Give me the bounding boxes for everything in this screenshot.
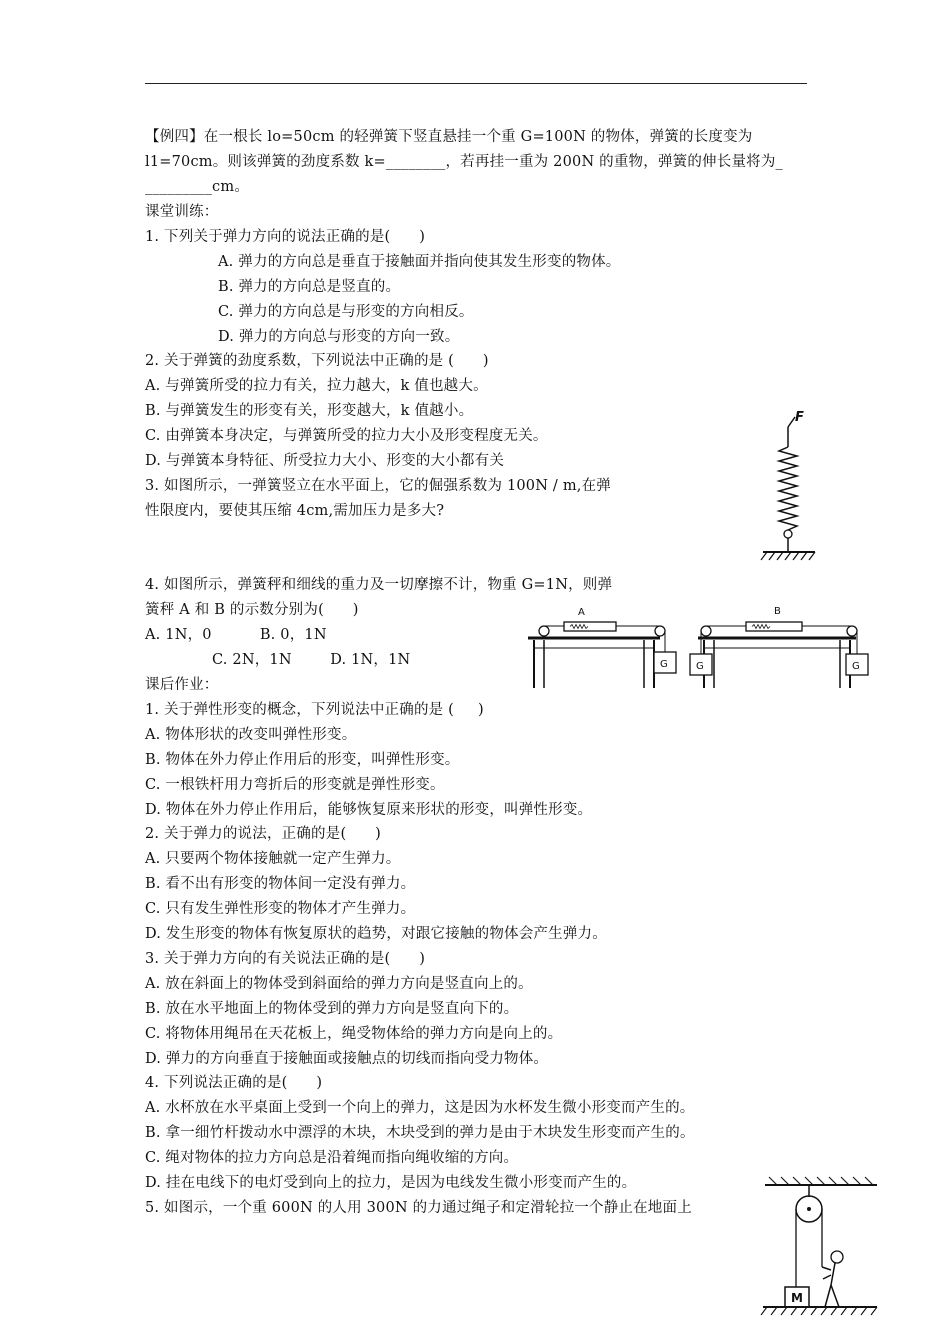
classroom-q1-option-a: A. 弹力的方向总是垂直于接触面并指向使其发生形变的物体。 (218, 254, 621, 270)
classroom-q1-option-c: C. 弹力的方向总是与形变的方向相反。 (218, 304, 474, 320)
weight-label-b-left: G (696, 661, 704, 672)
pulley-figure (755, 1175, 885, 1325)
classroom-q1-option-d: D. 弹力的方向总与形变的方向一致。 (218, 329, 460, 345)
homework-q4: 4. 下列说法正确的是( ) (145, 1075, 323, 1091)
classroom-q2-option-d: D. 与弹簧本身特征、所受拉力大小、形变的大小都有关 (145, 453, 505, 469)
homework-q4-option-a: A. 水杯放在水平桌面上受到一个向上的弹力，这是因为水杯发生微小形变而产生的。 (145, 1100, 695, 1116)
classroom-q4-line1: 4. 如图所示，弹簧秤和细线的重力及一切摩擦不计，物重 G=1N，则弹 (145, 577, 613, 593)
homework-q2-option-c: C. 只有发生弹性形变的物体才产生弹力。 (145, 901, 416, 917)
homework-q4-option-b: B. 拿一细竹杆拨动水中漂浮的木块，木块受到的弹力是由于木块发生形变而产生的。 (145, 1125, 695, 1141)
scale-b-label: B (774, 606, 781, 617)
homework-q3-option-b: B. 放在水平地面上的物体受到的弹力方向是竖直向下的。 (145, 1001, 519, 1017)
classroom-q1-option-b: B. 弹力的方向总是竖直的。 (218, 279, 401, 295)
scale-a-label: A (578, 607, 585, 618)
homework-q4-option-c: C. 绳对物体的拉力方向总是沿着绳而指向绳收缩的方向。 (145, 1150, 519, 1166)
spring-figure (755, 405, 825, 577)
homework-q2-option-d: D. 发生形变的物体有恢复原状的趋势，对跟它接触的物体会产生弹力。 (145, 926, 607, 942)
homework-q1-option-c: C. 一根铁杆用力弯折后的形变就是弹性形变。 (145, 777, 445, 793)
classroom-q3-line2: 性限度内，要使其压缩 4cm,需加压力是多大? (145, 503, 445, 519)
example4-line3: _________cm。 (145, 179, 250, 195)
homework-q3-option-d: D. 弹力的方向垂直于接触面或接触点的切线而指向受力物体。 (145, 1051, 549, 1067)
spring-force-label: F (795, 410, 804, 425)
homework-q4-option-d: D. 挂在电线下的电灯受到向上的拉力，是因为电线发生微小形变而产生的。 (145, 1175, 637, 1191)
homework-q5: 5. 如图示，一个重 600N 的人用 300N 的力通过绳子和定滑轮拉一个静止在地面上 (145, 1200, 692, 1216)
homework-q2-option-a: A. 只要两个物体接触就一定产生弹力。 (145, 851, 401, 867)
homework-q1: 1. 关于弹性形变的概念，下列说法中正确的是 ( ) (145, 702, 484, 718)
example4-line2: l1=70cm。则该弹簧的劲度系数 k=________，若再挂一重为 200N 的重物，弹簧的伸长量将为_ (145, 154, 784, 170)
homework-q3: 3. 关于弹力方向的有关说法正确的是( ) (145, 951, 426, 967)
weight-label-a: G (660, 659, 668, 670)
spring-balance-figure (520, 600, 872, 692)
homework-q1-option-d: D. 物体在外力停止作用后，能够恢复原来形状的形变，叫弹性形变。 (145, 802, 593, 818)
header-rule (145, 83, 807, 84)
classroom-q3-line1: 3. 如图所示，一弹簧竖立在水平面上，它的倔强系数为 100N / m,在弹 (145, 478, 611, 494)
classroom-q2: 2. 关于弹簧的劲度系数，下列说法中正确的是 ( ) (145, 353, 489, 369)
homework-q2-option-b: B. 看不出有形变的物体间一定没有弹力。 (145, 876, 416, 892)
homework-q3-option-a: A. 放在斜面上的物体受到斜面给的弹力方向是竖直向上的。 (145, 976, 533, 992)
classroom-q4-options-row1: A. 1N，0 B. 0，1N (145, 627, 327, 643)
classroom-q1: 1. 下列关于弹力方向的说法正确的是( ) (145, 229, 426, 245)
classroom-q4-line2: 簧秤 A 和 B 的示数分别为( ) (145, 602, 359, 618)
example4-line1: 【例四】在一根长 lo=50cm 的轻弹簧下竖直悬挂一个重 G=100N 的物体，弹簧的长度变为 (145, 129, 753, 145)
mass-label: M (791, 1291, 803, 1305)
classroom-heading: 课堂训练： (145, 204, 219, 220)
classroom-q2-option-a: A. 与弹簧所受的拉力有关，拉力越大，k 值也越大。 (145, 378, 488, 394)
homework-q2: 2. 关于弹力的说法，正确的是( ) (145, 826, 382, 842)
homework-heading: 课后作业： (145, 677, 219, 693)
homework-q1-option-b: B. 物体在外力停止作用后的形变，叫弹性形变。 (145, 752, 460, 768)
classroom-q2-option-b: B. 与弹簧发生的形变有关，形变越大，k 值越小。 (145, 403, 474, 419)
classroom-q2-option-c: C. 由弹簧本身决定，与弹簧所受的拉力大小及形变程度无关。 (145, 428, 548, 444)
homework-q3-option-c: C. 将物体用绳吊在天花板上，绳受物体给的弹力方向是向上的。 (145, 1026, 563, 1042)
classroom-q4-options-row2: C. 2N，1N D. 1N，1N (212, 652, 411, 668)
homework-q1-option-a: A. 物体形状的改变叫弹性形变。 (145, 727, 357, 743)
weight-label-b-right: G (852, 661, 860, 672)
